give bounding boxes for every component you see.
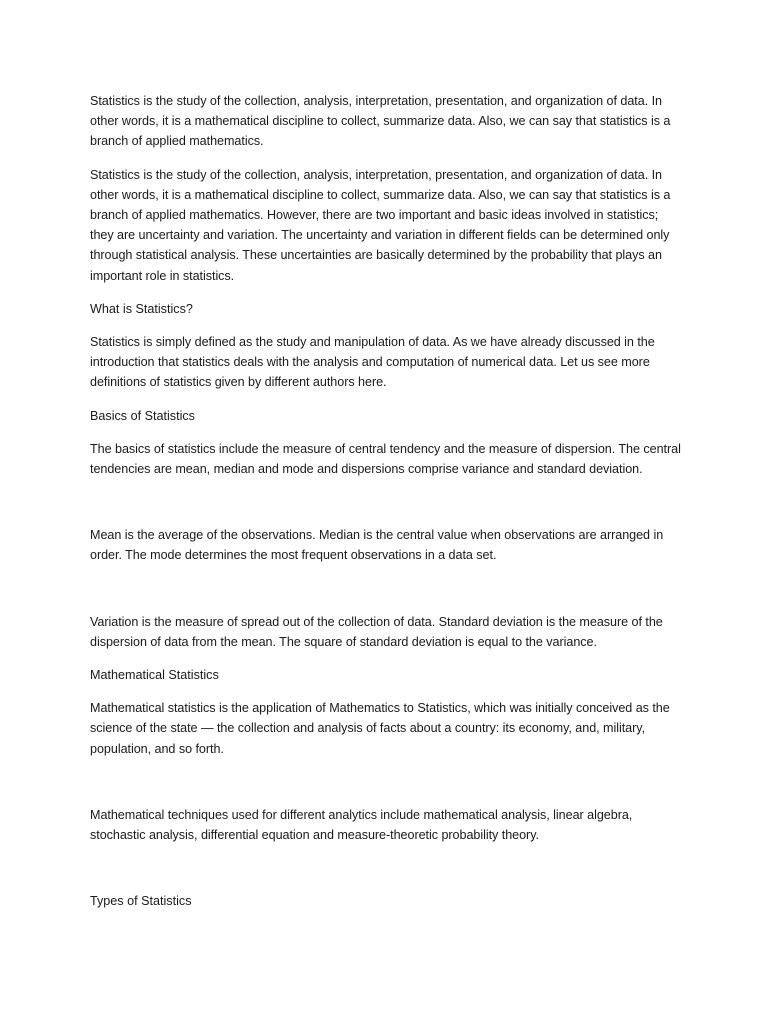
heading-mathematical-statistics: Mathematical Statistics — [90, 668, 219, 683]
blank-line — [90, 492, 682, 525]
heading-basics-of-statistics: Basics of Statistics — [90, 408, 195, 423]
document-body — [90, 91, 682, 924]
blank-line — [90, 772, 682, 805]
heading-types-of-statistics: Types of Statistics — [90, 894, 192, 909]
variation-paragraph: Variation is the measure of spread out of the collection of data. Standard deviation is the measure of the dispersion of data from the mean. The square of standard deviation is equal to the variance. — [90, 614, 663, 649]
mathematical-techniques-paragraph: Mathematical techniques used for different analytics include mathematical analysis, linear algebra, stochastic analysis, differential equation and measure-theoretic probability theory. — [90, 807, 633, 843]
heading-what-is-statistics: What is Statistics? — [90, 301, 193, 316]
intro-paragraph-extended: Statistics is the study of the collection, analysis, interpretation, presentation, and organization of data. In other words, it is a mathematical discipline to collect, summarize data. Also, we can say that statistics is a branch of applied mathematics. However, there are two important and basic ideas involved in statistics; they are uncertainty and variation. The uncertainty and variation in different fields can be determined only through statistical analysis. These uncertainties are basically determined by the probability that plays an important role in statistics. — [90, 167, 671, 283]
mean-median-mode-paragraph: Mean is the average of the observations. Median is the central value when observations are arranged in order. The mode determines the most frequent observations in a data set. — [90, 528, 664, 563]
definition-paragraph: Statistics is simply defined as the study and manipulation of data. As we have already discussed in the introduction that statistics deals with the analysis and computation of numerical data. Let us see more definitions of statistics given by different authors here. — [90, 335, 655, 390]
blank-line — [90, 858, 682, 891]
intro-paragraph: Statistics is the study of the collection, analysis, interpretation, presentation, and organization of data. In other words, it is a mathematical discipline to collect, summarize data. Also, we can say that statistics is a branch of applied mathematics. — [90, 94, 671, 149]
blank-line — [90, 579, 682, 612]
basics-paragraph: The basics of statistics include the measure of central tendency and the measure of dispersion. The central tendencies are mean, median and mode and dispersions comprise variance and standard deviation. — [90, 441, 681, 477]
mathematical-statistics-paragraph: Mathematical statistics is the application of Mathematics to Statistics, which was initially conceived as the science of the state — the collection and analysis of facts about a country: its economy, and, military, population, and so forth. — [90, 701, 670, 756]
